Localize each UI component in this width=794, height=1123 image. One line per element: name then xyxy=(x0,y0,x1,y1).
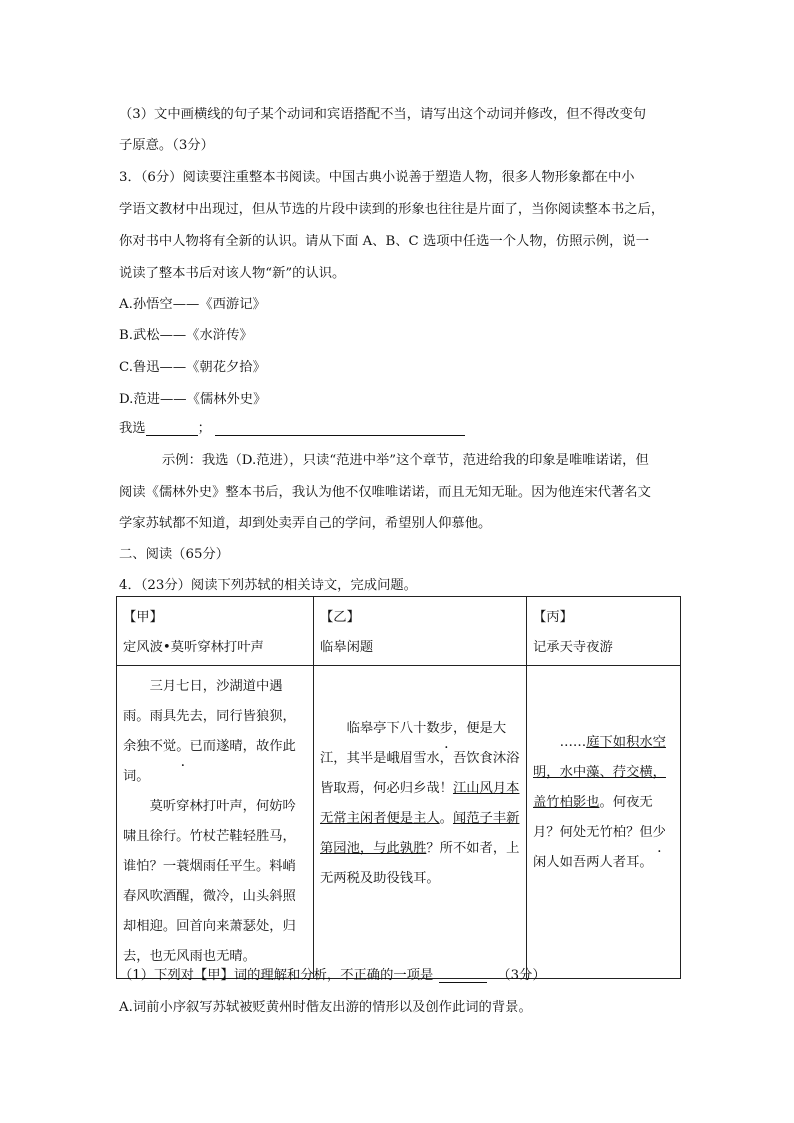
q3-option-d: D.范进——《儒林外史》 xyxy=(119,392,267,407)
yi-text: 临皋亭下八十数步，便是大江，其半是峨眉雪水，吾饮食沐浴皆取焉，何必归乡哉！江山风月本无常主闲者便是主人。闻范子丰新第园池，与此孰胜？所不如者，上无两税及助役钱耳。 xyxy=(320,721,520,886)
q3-line1: 3．（6分）阅读要注重整本书阅读。中国古典小说善于塑造人物，很多人物形象都在中小 xyxy=(119,170,635,185)
choice-blank[interactable] xyxy=(146,421,198,436)
dotted-char-shu: 数 xyxy=(426,721,440,736)
bing-body xyxy=(527,666,681,979)
dotted-char-dan: 但 xyxy=(639,825,653,840)
section-heading: 二、阅读（65分） xyxy=(119,547,229,562)
yi-header xyxy=(314,597,527,666)
q4-sub1-blank[interactable] xyxy=(439,968,487,983)
q3-example-line1: 示例：我选（D.范进），只读“范进中举”这个章节，范进给我的印象是唯唯诺诺，但 xyxy=(162,453,649,468)
bing-tag: 【丙】 xyxy=(533,610,573,625)
jia-preface: 三月七日，沙湖道中遇雨。雨具先去，同行皆狼狈，余独不觉。已而遂晴，故作此词。 xyxy=(123,679,296,784)
q3-answer-line xyxy=(119,417,465,436)
q3-example-line2: 阅读《儒林外史》整本书后，我认为他不仅唯唯诺诺，而且无知无耻。因为他连宋代著名文 xyxy=(119,485,651,500)
q4-intro: 4．（23分）阅读下列苏轼的相关诗文，完成问题。 xyxy=(119,578,417,593)
underlined-sentence-1: 江山风月本无常主闲者便是主人 xyxy=(320,781,520,826)
yi-title: 临皋闲题 xyxy=(320,640,374,655)
poems-body-row xyxy=(117,666,681,979)
q3-line2: 学语文教材中出现过，但从节选的片段中读到的形象也往往是片面了，当你阅读整本书之后， xyxy=(119,202,665,217)
dotted-char-jue: 觉 xyxy=(162,739,177,754)
q3-option-b: B.武松——《水浒传》 xyxy=(119,328,253,343)
underlined-sentence-2: 闻范子丰新第园池，与此孰胜 xyxy=(320,811,520,856)
jia-body xyxy=(117,666,314,979)
jia-header xyxy=(117,597,314,666)
bing-text: ……庭下如积水空明，水中藻、荇交横，盖竹柏影也。何夜无月？何处无竹柏？但少闲人如吾两人者耳。 xyxy=(533,735,666,870)
poems-header-row xyxy=(117,597,681,666)
yi-body xyxy=(314,666,527,979)
q3-line4: 说读了整本书后对该人物“新”的认识。 xyxy=(119,266,346,281)
q3-option-c: C.鲁迅——《朝花夕拾》 xyxy=(119,360,266,375)
reason-blank[interactable] xyxy=(215,421,465,436)
jia-title: 定风波•莫听穿林打叶声 xyxy=(123,640,264,655)
bing-title: 记承天寺夜游 xyxy=(533,640,613,655)
underlined-sentence-3: 庭下如积水空明，水中藻、荇交横，盖竹柏影也 xyxy=(533,735,666,810)
q4-option-a: A.词前小序叙写苏轼被贬黄州时偕友出游的情形以及创作此词的背景。 xyxy=(119,1000,532,1015)
q3-example-line3: 学家苏轼都不知道，却到处卖弄自己的学问，希望别人仰慕他。 xyxy=(119,516,492,531)
q3-line3: 你对书中人物将有全新的认识。请从下面 A、B、C 选项中任选一个人物，仿照示例，说一 xyxy=(119,234,649,249)
jia-tag: 【甲】 xyxy=(123,610,163,625)
bing-header xyxy=(527,597,681,666)
choose-sep: ； xyxy=(197,421,211,436)
jia-poem: 莫听穿林打叶声，何妨吟啸且徐行。竹杖芒鞋轻胜马，谁怕？一蓑烟雨任平生。料峭春风吹酒醒，微冷，山头斜照却相迎。回首向来萧瑟处，归去，也无风雨也无晴。 xyxy=(123,799,296,964)
q2-3-line1: （3）文中画横线的句子某个动词和宾语搭配不当，请写出这个动词并修改，但不得改变句 xyxy=(119,107,647,122)
yi-tag: 【乙】 xyxy=(320,610,360,625)
poems-table xyxy=(116,596,681,979)
choose-prefix: 我选 xyxy=(119,421,146,436)
q4-sub1: （1）下列对【甲】词的理解和分析，不正确的一项是 （3分） xyxy=(119,968,546,983)
q2-3-line2: 子原意。（3分） xyxy=(119,138,214,153)
q3-option-a: A.孙悟空——《西游记》 xyxy=(119,297,266,312)
